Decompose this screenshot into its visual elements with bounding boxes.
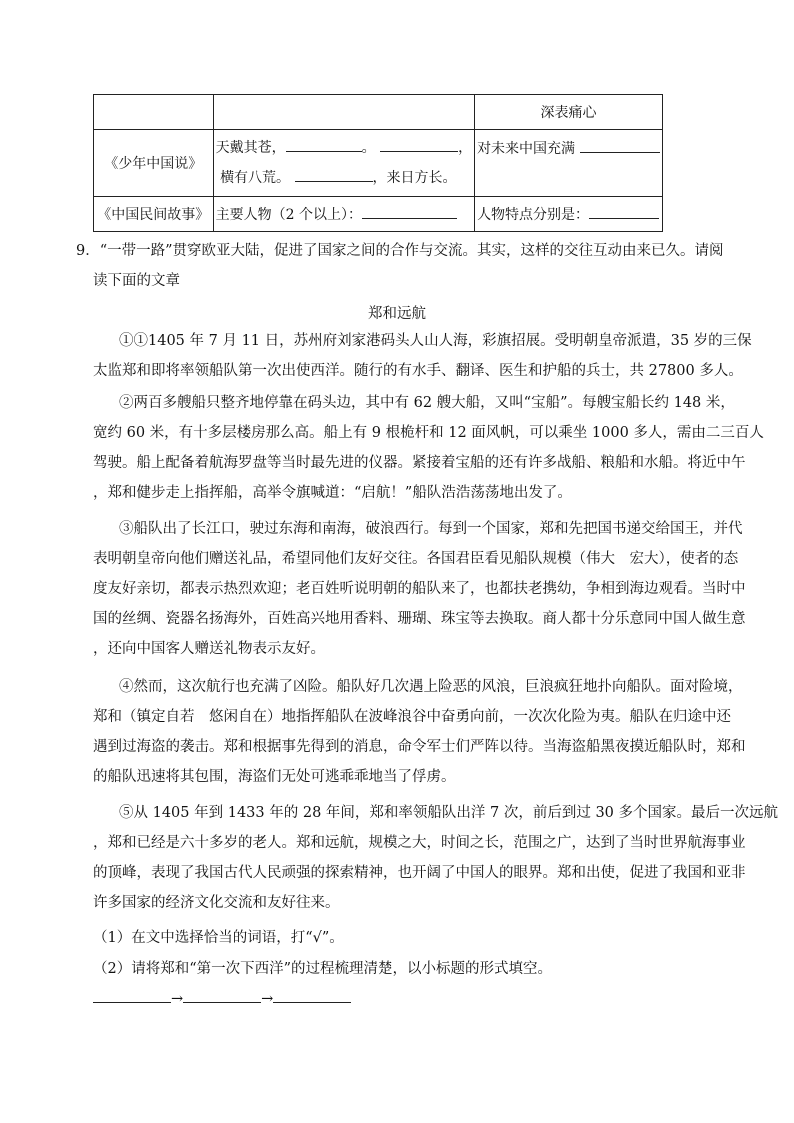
answer-blank[interactable] — [286, 137, 362, 152]
paragraph-line: ，还向中国客人赠送礼物表示友好。 — [93, 641, 325, 657]
table-cell: 深表痛心 — [475, 95, 663, 130]
paragraph-line: 宽约 60 米，有十多层楼房那么高。船上有 9 根桅杆和 12 面风帆，可以乘坐 1000 多人，需由二三百人 — [93, 425, 764, 441]
answer-chain — [93, 988, 351, 1007]
paragraph-2 — [93, 388, 764, 508]
cell-text: 对未来中国充满 — [477, 141, 576, 157]
cell-text: 主要人物（2 个以上）： — [215, 207, 362, 223]
arrow-icon: → — [261, 991, 274, 1007]
question-9-line-1: 9．“一带一路”贯穿欧亚大陆，促进了国家之间的合作与交流。其实，这样的交往互动由来已久。请阅 — [76, 243, 724, 259]
answer-blank[interactable] — [273, 988, 351, 1003]
table-cell — [475, 130, 663, 197]
table-cell — [213, 130, 474, 197]
article-title: 郑和远航 — [368, 306, 426, 322]
arrow-icon: → — [171, 991, 184, 1007]
table-cell — [213, 197, 474, 232]
table-row — [94, 95, 663, 130]
cell-text: ，来日方长。 — [372, 170, 457, 186]
cell-text: 横有八荒。 — [220, 170, 291, 186]
paragraph-line: 的顶峰，表现了我国古代人民顽强的探索精神，也开阔了中国人的眼界。郑和出使，促进了我国和亚非 — [93, 865, 746, 881]
paragraph-line: ③船队出了长江口，驶过东海和南海，破浪西行。每到一个国家，郑和先把国书递交给国王，并代 — [119, 521, 743, 537]
answer-blank[interactable] — [580, 138, 660, 153]
answer-blank[interactable] — [183, 988, 261, 1003]
paragraph-5 — [93, 798, 779, 918]
question-9-line-2: 读下面的文章 — [93, 273, 180, 289]
paragraph-line: ⑤从 1405 年到 1433 年的 28 年间，郑和率领船队出洋 7 次，前后到过 30 多个国家。最后一次远航 — [119, 805, 779, 821]
paragraph-line: 国的丝绸、瓷器名扬海外，百姓高兴地用香料、珊瑚、珠宝等去换取。商人都十分乐意同中国人做生意 — [93, 611, 746, 627]
table-row — [94, 130, 663, 197]
table-row — [94, 197, 663, 232]
paragraph-line: 许多国家的经济文化交流和友好往来。 — [93, 895, 340, 911]
answer-blank[interactable] — [362, 204, 457, 219]
paragraph-line: 郑和（镇定自若 悠闲自在）地指挥船队在波峰浪谷中奋勇向前，一次次化险为夷。船队在归途中还 — [93, 709, 731, 725]
cell-text: 天戴其苍， — [215, 140, 286, 156]
paragraph-line: 太监郑和即将率领船队第一次出使西洋。随行的有水手、翻译、医生和护船的兵士，共 27800 多人。 — [93, 363, 743, 379]
paragraph-line: 驾驶。船上配备着航海罗盘等当时最先进的仪器。紧接着宝船的还有许多战船、粮船和水船。将近中午 — [93, 455, 746, 471]
cell-text: ， — [458, 140, 473, 156]
answer-blank[interactable] — [295, 167, 373, 182]
paragraph-4 — [93, 672, 746, 792]
paragraph-line: 遇到过海盗的袭击。郑和根据事先得到的消息，命令军士们严阵以待。当海盗船黑夜摸近船队时，郑和 — [93, 739, 746, 755]
paragraph-line: 的船队迅速将其包围，海盗们无处可逃乖乖地当了俘虏。 — [93, 769, 456, 785]
answer-blank[interactable] — [380, 137, 458, 152]
paragraph-line: 表明朝皇帝向他们赠送礼品，希望同他们友好交往。各国君臣看见船队规模（伟大 宏大），使者的态 — [93, 551, 739, 567]
table-cell — [94, 95, 214, 130]
literature-table — [93, 94, 663, 232]
paragraph-line: ，郑和已经是六十多岁的老人。郑和远航，规模之大，时间之长，范围之广，达到了当时世界航海事业 — [93, 835, 746, 851]
subquestion-2: （2）请将郑和“第一次下西洋”的过程梳理清楚，以小标题的形式填空。 — [93, 961, 553, 977]
cell-text: 。 — [361, 140, 376, 156]
answer-blank[interactable] — [589, 204, 659, 219]
paragraph-1 — [93, 326, 752, 386]
book-title-cell: 《中国民间故事》 — [94, 197, 214, 232]
paragraph-line: ②两百多艘船只整齐地停靠在码头边，其中有 62 艘大船，又叫“宝船”。每艘宝船长约 148 米， — [119, 395, 735, 411]
subquestion-1: （1）在文中选择恰当的词语，打“√”。 — [93, 930, 344, 946]
paragraph-line: 度友好亲切，都表示热烈欢迎；老百姓听说明朝的船队来了，也都扶老携幼，争相到海边观看。当时中 — [93, 581, 746, 597]
book-title-cell: 《少年中国说》 — [94, 130, 214, 197]
answer-blank[interactable] — [93, 988, 171, 1003]
paragraph-line: ④然而，这次航行也充满了凶险。船队好几次遇上险恶的风浪，巨浪疯狂地扑向船队。面对险境， — [119, 679, 743, 695]
cell-text: 人物特点分别是： — [477, 207, 590, 223]
paragraph-3 — [93, 514, 746, 664]
paragraph-line: ，郑和健步走上指挥船，高举令旗喊道：“启航！”船队浩浩荡荡地出发了。 — [93, 485, 572, 501]
table-cell — [475, 197, 663, 232]
table-cell — [213, 95, 474, 130]
paragraph-line: ①①1405 年 7 月 11 日，苏州府刘家港码头人山人海，彩旗招展。受明朝皇帝派遣，35 岁的三保 — [119, 333, 752, 349]
